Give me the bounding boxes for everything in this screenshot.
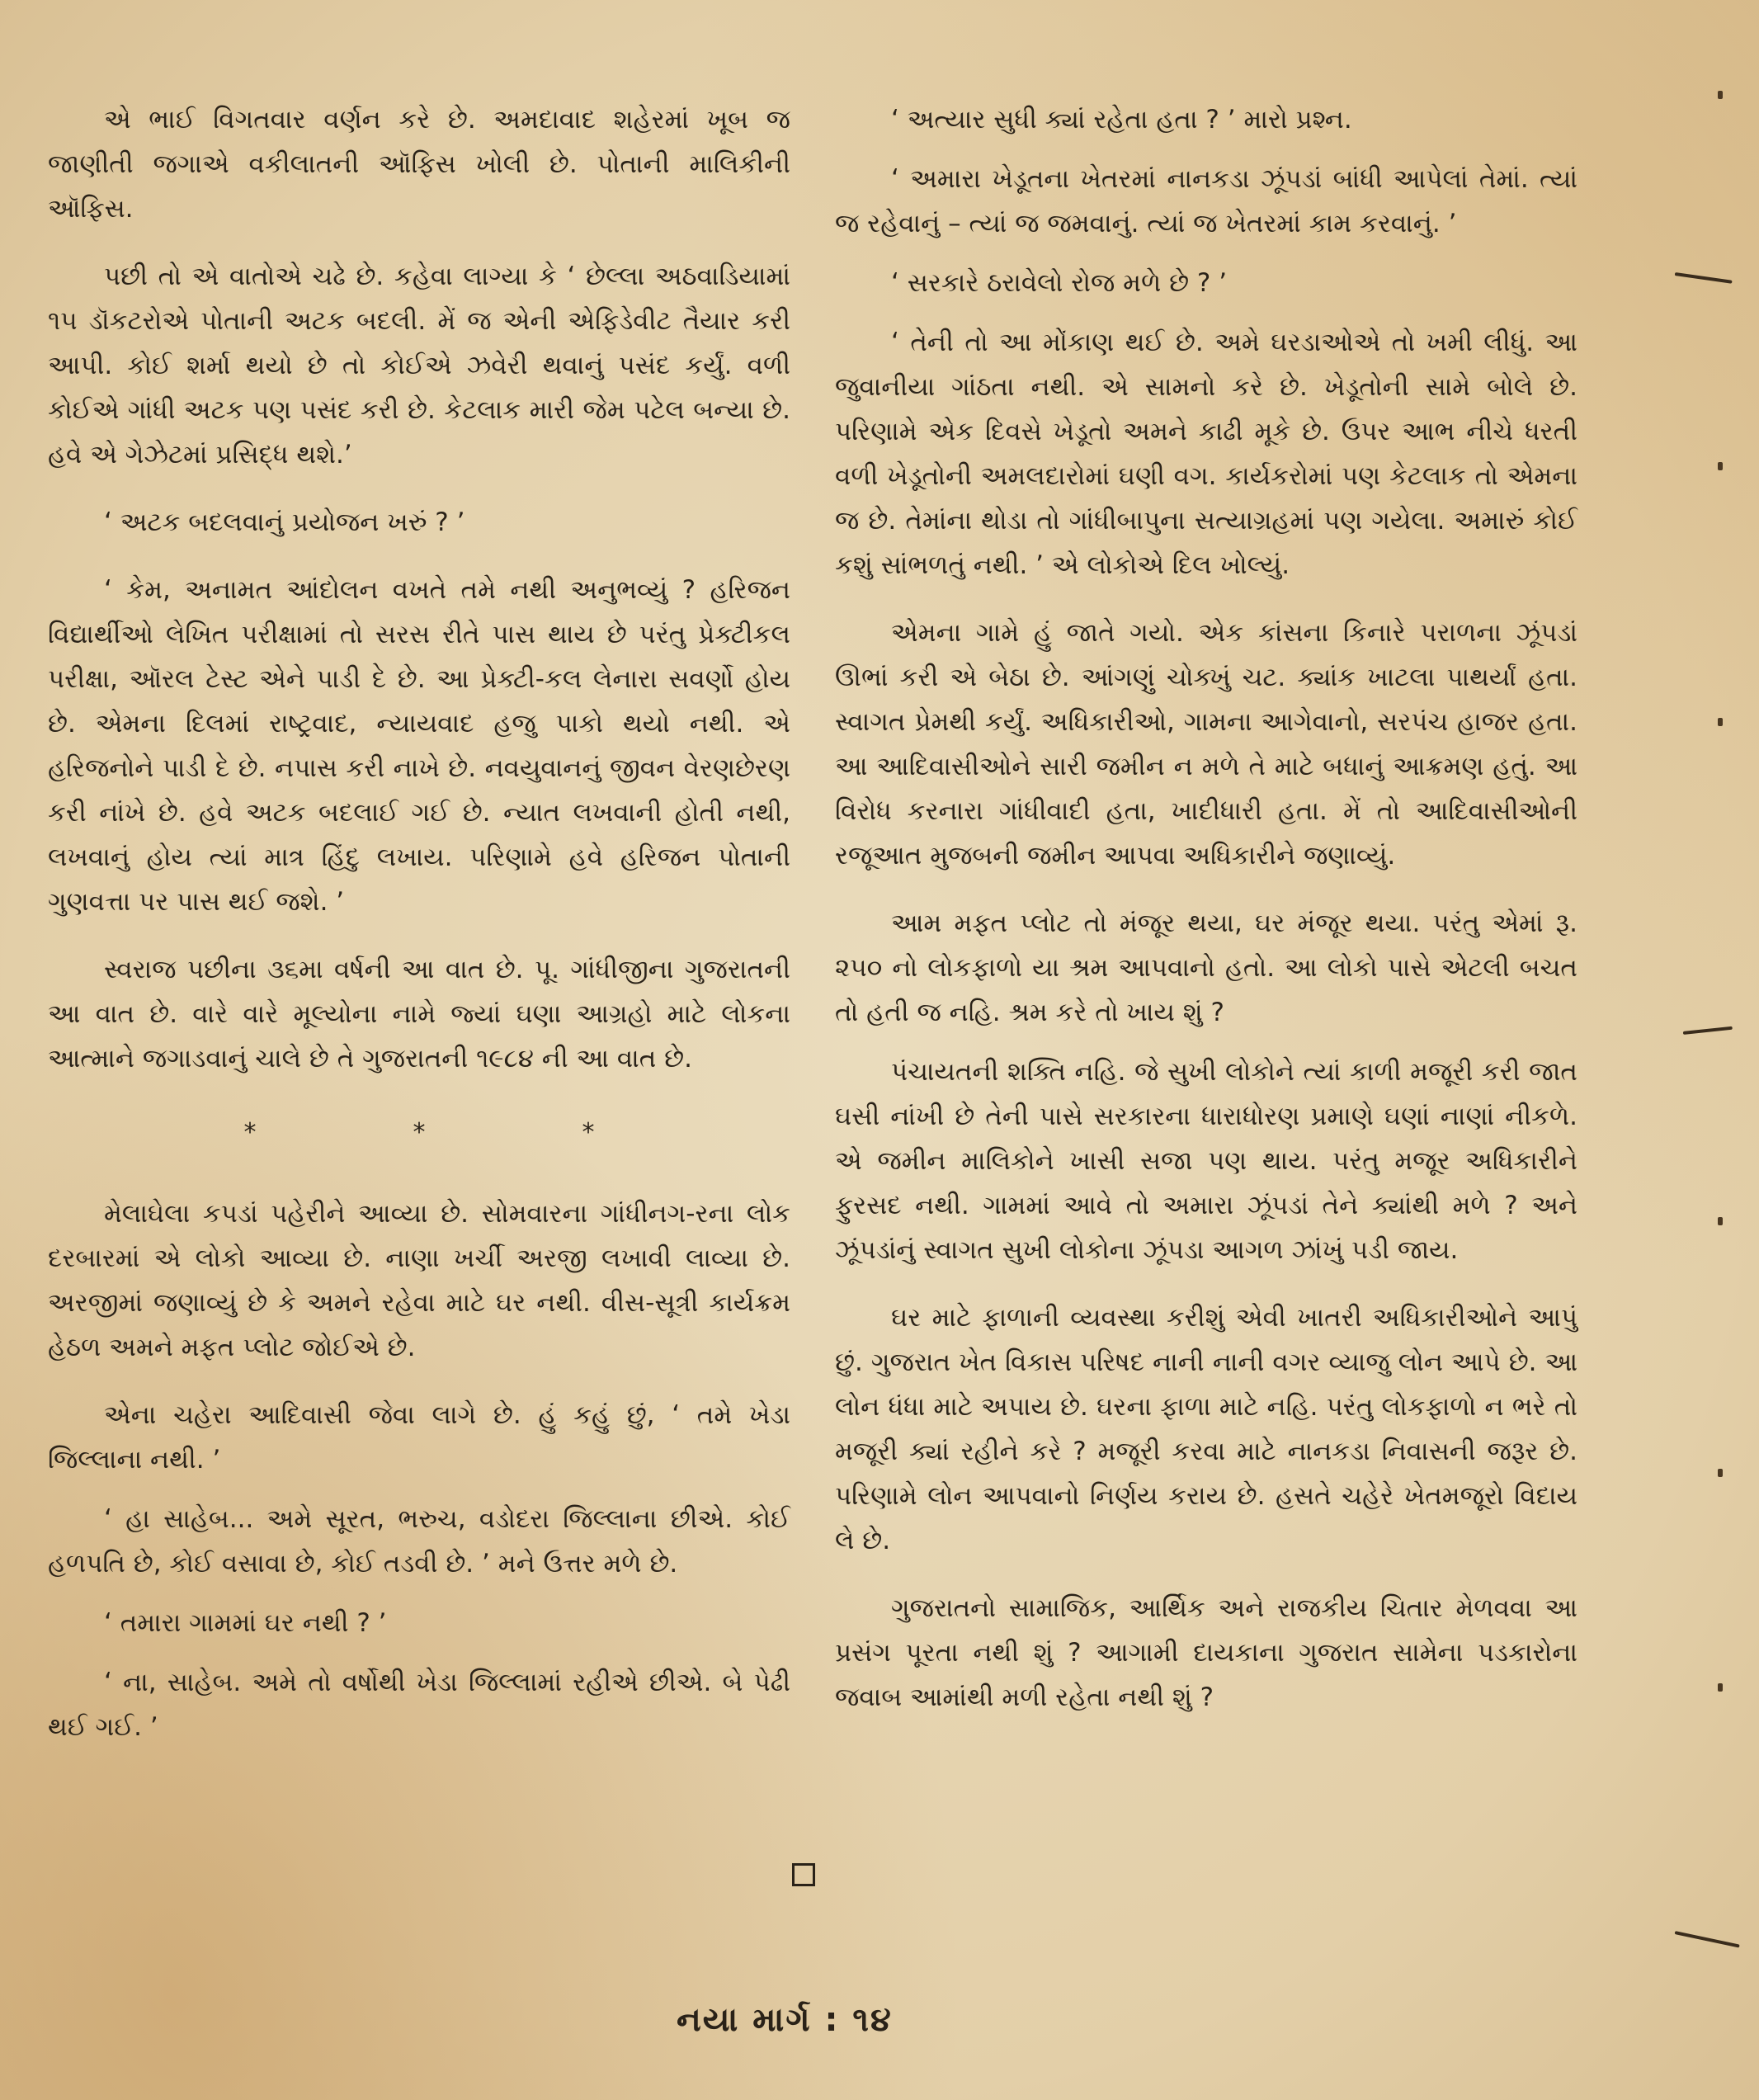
page-footer: નયા માર્ગ : ૧૪	[677, 2001, 893, 2039]
paragraph-surname-change: પછી તો એ વાતોએ ચઢે છે. કહેવા લાગ્યા કે ‘ છેલ્લા અઠવાડિયામાં ૧૫ ડૉકટરોએ પોતાની અટક બદલી. મેં જ એની એફિડેવીટ તૈયાર કરી આપી. કોઈ શર્મા થયો છે તો કોઈએ ઝવેરી થવાનું પસંદ કર્યું. વળી કોઈએ ગાંધી અટક પણ પસંદ કરી છે. કેટલાક મારી જેમ પટેલ બન્યા છે. હવે એ ગેઝેટમાં પ્રસિદ્ધ થશે.’	[48, 262, 790, 470]
paragraph-question-purpose: ‘ અટક બદલવાનું પ્રયોજન ખરું ? ’	[104, 507, 465, 537]
end-of-article-square-icon	[792, 1863, 815, 1886]
section-separator	[48, 1111, 790, 1155]
paragraph-no-house: ‘ તમારા ગામમાં ઘર નથી ? ’	[104, 1608, 387, 1638]
binding-hole-mark	[1718, 1469, 1723, 1477]
binding-hole-mark	[1718, 91, 1723, 99]
paper-tear-mark	[1675, 1931, 1740, 1948]
paragraph-office: એ ભાઈ વિગતવાર વર્ણન કરે છે. અમદાવાદ શહેરમાં ખૂબ જ જાણીતી જગાએ વકીલાતની ઑફિસ ખોલી છે. પોતાની માલિકીની ઑફિસ.	[48, 105, 790, 224]
paragraph-free-plots: આમ મફત પ્લોટ તો મંજૂર થયા, ઘર મંજૂર થયા. પરંતુ એમાં રૂ. ૨૫૦ નો લોકફાળો યા શ્રમ આપવાનો હતો. આ લોકો પાસે એટલી બચત તો હતી જ નહિ. શ્રમ કરે તો ખાય શું ?	[835, 908, 1577, 1027]
paragraph-generations: ‘ ના, સાહેબ. અમે તો વર્ષોથી ખેડા જિલ્લામાં રહીએ છીએ. બે પેઢી થઈ ગઈ. ’	[48, 1668, 790, 1742]
paragraph-swaraj: સ્વરાજ પછીના ૩૬મા વર્ષની આ વાત છે. પૂ. ગાંધીજીના ગુજરાતની આ વાત છે. વારે વારે મૂલ્યોના નામે જ્યાં ઘણા આગ્રહો માટે લોકના આત્માને જગાડવાનું ચાલે છે તે ગુજરાતની ૧૯૮૪ ની આ વાત છે.	[48, 955, 790, 1074]
paragraph-village-visit: એમના ગામે હું જાતે ગયો. એક કાંસના કિનારે પરાળના ઝૂંપડાં ઊભાં કરી એ બેઠા છે. આંગણું ચોક્ખું ચટ. ક્યાંક ખાટલા પાથર્યાં હતા. સ્વાગત પ્રેમથી કર્યું. અધિકારીઓ, ગામના આગેવાનો, સરપંચ હાજર હતા. આ આદિવાસીઓને સારી જમીન ન મળે તે માટે બધાનું આક્રમણ હતું. આ વિરોધ કરનારા ગાંધીવાદી હતા, ખાદીધારી હતા. મેં તો આદિવાસીઓની રજૂઆત મુજબની જમીન આપવા અધિકારીને જણાવ્યું.	[835, 618, 1577, 871]
binding-hole-mark	[1718, 718, 1723, 726]
separator-star: *	[243, 1118, 257, 1147]
right-column	[835, 97, 1577, 1743]
paragraph-districts: ‘ હા સાહેબ... અમે સૂરત, ભરુચ, વડોદરા જિલ્લાના છીએ. કોઈ હળપતિ છે, કોઈ વસાવા છે, કોઈ તડવી છે. ’ મને ઉત્તર મળે છે.	[48, 1504, 790, 1579]
paper-tear-mark	[1675, 272, 1733, 284]
paragraph-loan: ઘર માટે ફાળાની વ્યવસ્થા કરીશું એવી ખાતરી અધિકારીઓને આપું છું. ગુજરાત ખેત વિકાસ પરિષદ નાની નાની વગર વ્યાજુ લોન આપે છે. આ લોન ધંધા માટે અપાય છે. ઘરના ફાળા માટે નહિ. પરંતુ લોકફાળો ન ભરે તો મજૂરી ક્યાં રહીને કરે ? મજૂરી કરવા માટે નાનકડા નિવાસની જરૂર છે. પરિણામે લોન આપવાનો નિર્ણય કરાય છે. હસતે ચહેરે ખેતમજૂરો વિદાય લે છે.	[835, 1303, 1577, 1555]
paragraph-farm-huts: ‘ અમારા ખેડૂતના ખેતરમાં નાનકડા ઝૂંપડાં બાંધી આપેલાં તેમાં. ત્યાં જ રહેવાનું – ત્યાં જ જમવાનું. ત્યાં જ ખેતરમાં કામ કરવાનું. ’	[835, 164, 1577, 238]
paragraph-reservation: ‘ કેમ, અનામત આંદોલન વખતે તમે નથી અનુભવ્યું ? હરિજન વિદ્યાર્થીઓ લેખિત પરીક્ષામાં તો સરસ રીતે પાસ થાય છે પરંતુ પ્રેક્ટીકલ પરીક્ષા, ઑરલ ટેસ્ટ એને પાડી દે છે. આ પ્રેક્ટી-કલ લેનારા સવર્ણો હોય છે. એમના દિલમાં રાષ્ટ્રવાદ, ન્યાયવાદ હજુ પાકો થયો નથી. એ હરિજનોને પાડી દે છે. નપાસ કરી નાખે છે. નવયુવાનનું જીવન વેરણછેરણ કરી નાંખે છે. હવે અટક બદલાઈ ગઈ છે. ન્યાત લખવાની હોતી નથી, લખવાનું હોય ત્યાં માત્ર હિંદુ લખાય. પરિણામે હવે હરિજન પોતાની ગુણવત્તા પર પાસ થઈ જશે. ’	[48, 575, 790, 917]
binding-hole-mark	[1718, 1683, 1723, 1692]
paragraph-conclusion: ગુજરાતનો સામાજિક, આર્થિક અને રાજકીય ચિતાર મેળવવા આ પ્રસંગ પૂરતા નથી શું ? આગામી દાયકાના ગુજરાત સામેના પડકારોના જવાબ આમાંથી મળી રહેતા નથી શું ?	[835, 1593, 1577, 1712]
paragraph-youth-resist: ‘ તેની તો આ મોંકાણ થઈ છે. અમે ઘરડાઓએ તો ખમી લીધું. આ જુવાનીયા ગાંઠતા નથી. એ સામનો કરે છે. ખેડૂતોની સામે બોલે છે. પરિણામે એક દિવસે ખેડૂતો અમને કાઢી મૂકે છે. ઉપર આભ નીચે ધરતી વળી ખેડૂતોની અમલદારોમાં ઘણી વગ. કાર્યકરોમાં પણ કેટલાક તો એમના જ છે. તેમાંના થોડા તો ગાંધીબાપુના સત્યાગ્રહમાં પણ ગયેલા. અમારું કોઈ કશું સાંભળતું નથી. ’ એ લોકોએ દિલ ખોલ્યું.	[835, 328, 1577, 580]
paper-tear-mark	[1683, 1026, 1733, 1035]
binding-hole-mark	[1718, 1217, 1723, 1225]
paragraph-where-lived: ‘ અત્યાર સુધી ક્યાં રહેતા હતા ? ’ મારો પ્રશ્ન.	[891, 105, 1352, 134]
paragraph-lok-darbar: મેલાઘેલા કપડાં પહેરીને આવ્યા છે. સોમવારના ગાંધીનગ-રના લોક દરબારમાં એ લોકો આવ્યા છે. નાણા ખર્ચી અરજી લખાવી લાવ્યા છે. અરજીમાં જણાવ્યું છે કે અમને રહેવા માટે ઘર નથી. વીસ-સૂત્રી કાર્યક્રમ હેઠળ અમને મફત પ્લોટ જોઈએ છે.	[48, 1199, 790, 1362]
separator-star: *	[413, 1118, 426, 1147]
binding-hole-mark	[1718, 462, 1723, 470]
separator-star: *	[582, 1118, 595, 1147]
left-column	[48, 97, 790, 1764]
paragraph-adivasi-faces: એના ચહેરા આદિવાસી જેવા લાગે છે. હું કહું છું, ‘ તમે ખેડા જિલ્લાના નથી. ’	[48, 1400, 790, 1475]
paragraph-wage-question: ‘ સરકારે ઠરાવેલો રોજ મળે છે ? ’	[891, 268, 1228, 298]
paragraph-panchayat: પંચાયતની શક્તિ નહિ. જે સુખી લોકોને ત્યાં કાળી મજૂરી કરી જાત ઘસી નાંખી છે તેની પાસે સરકારના ધારાધોરણ પ્રમાણે ઘણાં નાણાં નીકળે. એ જમીન માલિકોને ખાસી સજા પણ થાય. પરંતુ મજૂર અધિકારીને ફુરસદ નથી. ગામમાં આવે તો અમારા ઝૂંપડાં તેને ક્યાંથી મળે ? અને ઝૂંપડાંનું સ્વાગત સુખી લોકોના ઝૂંપડા આગળ ઝાંખું પડી જાય.	[835, 1057, 1577, 1265]
